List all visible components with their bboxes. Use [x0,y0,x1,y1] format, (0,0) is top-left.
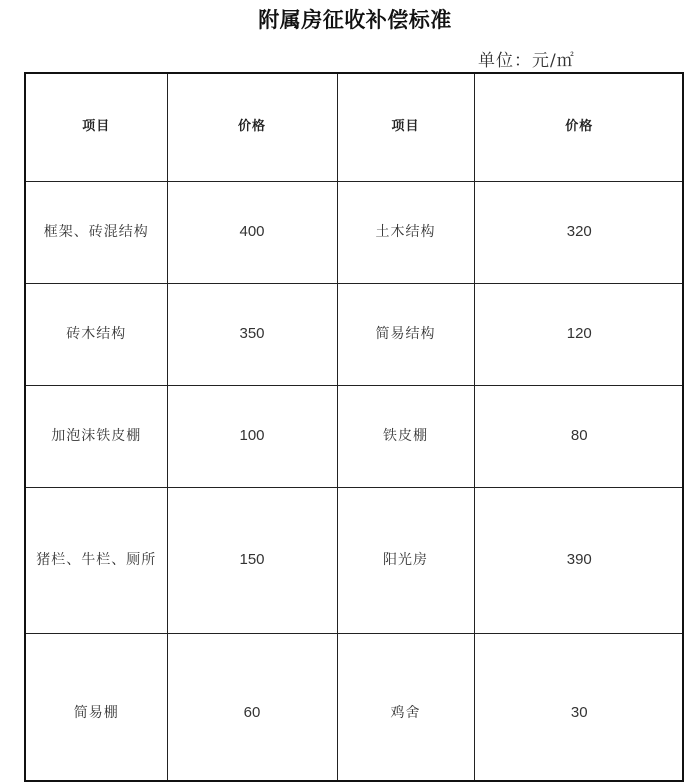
unit-label: 单位：元/㎡ [478,51,575,71]
price-cell: 80 [474,385,684,487]
header-price: 价格 [474,74,684,181]
item-cell: 猪栏、牛栏、厕所 [26,487,167,633]
price-cell: 150 [167,487,337,633]
header-item: 项目 [26,74,167,181]
item-cell: 土木结构 [337,181,474,283]
price-cell: 60 [167,633,337,782]
table-header-row [26,74,684,181]
item-cell: 加泡沫铁皮棚 [26,385,167,487]
price-cell: 120 [474,283,684,385]
price-cell: 30 [474,633,684,782]
table-row [26,487,684,633]
price-cell: 320 [474,181,684,283]
item-cell: 简易结构 [337,283,474,385]
table-row [26,181,684,283]
item-cell: 砖木结构 [26,283,167,385]
header-price: 价格 [167,74,337,181]
document-title: 附属房征收补偿标准 [258,8,452,32]
item-cell: 框架、砖混结构 [26,181,167,283]
price-cell: 400 [167,181,337,283]
header-item: 项目 [337,74,474,181]
table-row [26,633,684,782]
item-cell: 鸡舍 [337,633,474,782]
price-cell: 390 [474,487,684,633]
price-cell: 350 [167,283,337,385]
compensation-table-container [24,72,684,782]
compensation-table [26,74,684,782]
table-row [26,283,684,385]
item-cell: 铁皮棚 [337,385,474,487]
table-row [26,385,684,487]
price-cell: 100 [167,385,337,487]
item-cell: 简易棚 [26,633,167,782]
item-cell: 阳光房 [337,487,474,633]
